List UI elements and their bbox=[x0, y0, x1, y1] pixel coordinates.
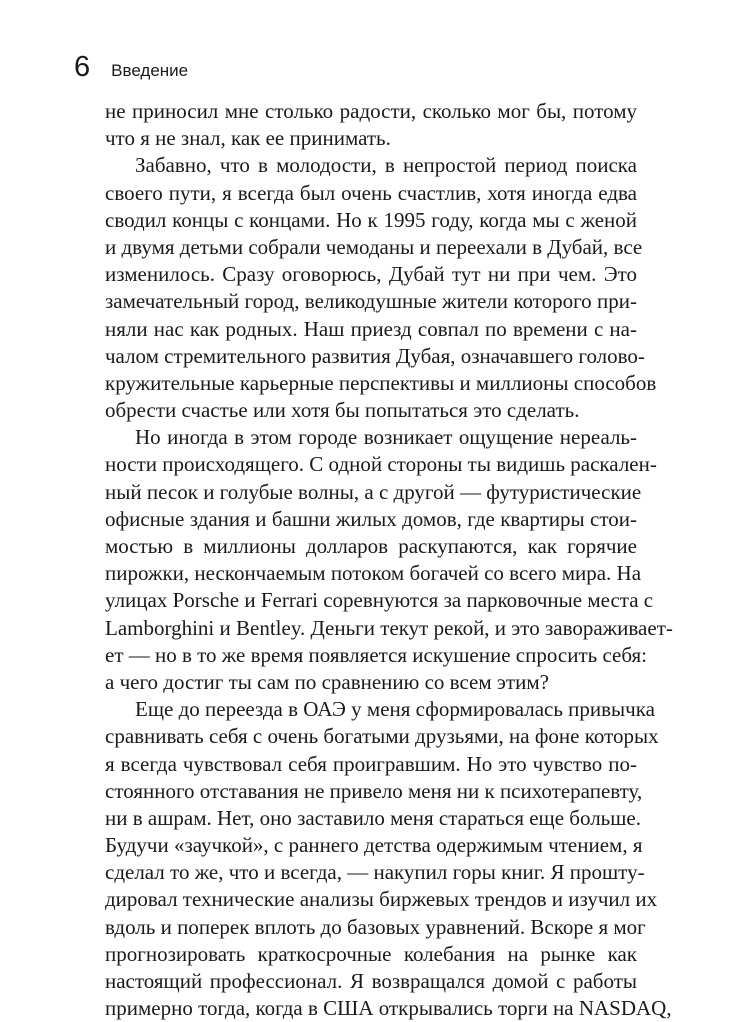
text-line: вдоль и поперек вплоть до базовых уравнений. Вскоре я мог bbox=[105, 914, 646, 939]
running-head bbox=[74, 50, 188, 84]
text-line: улицах Porsche и Ferrari соревнуются за парковочные места с bbox=[105, 588, 654, 613]
text-line: что я не знал, как ее принимать. bbox=[105, 126, 391, 151]
text-line: ности происходящего. С одной стороны ты видишь раскален- bbox=[105, 452, 657, 477]
paragraph bbox=[105, 424, 673, 696]
text-line: сводил концы с концами. Но к 1995 году, когда мы с женой bbox=[105, 207, 637, 232]
paragraph bbox=[105, 152, 657, 424]
text-line: няли нас как родных. Наш приезд совпал по времени с на- bbox=[105, 316, 637, 341]
text-line: офисные здания и башни жилых домов, где квартиры стои- bbox=[105, 506, 637, 531]
text-line: кружительные карьерные перспективы и миллионы способов bbox=[105, 370, 657, 395]
text-line: Будучи «заучкой», с раннего детства одержимым чтением, я bbox=[105, 833, 643, 858]
text-line: примерно тогда, когда в США открывались торги на NASDAQ, bbox=[105, 996, 672, 1021]
page-number: 6 bbox=[74, 51, 91, 83]
text-line: своего пути, я всегда был очень счастлив, хотя иногда едва bbox=[105, 180, 637, 205]
text-line: замечательный город, великодушные жители которого при- bbox=[105, 289, 637, 314]
text-line: прогнозировать краткосрочные колебания на рынке как bbox=[105, 941, 637, 966]
text-line: ет — но в то же время появляется искушение спросить себя: bbox=[105, 642, 648, 667]
text-line: изменилось. Сразу оговорюсь, Дубай тут ни при чем. Это bbox=[105, 262, 637, 287]
text-line: дировал технические анализы биржевых трендов и изучил их bbox=[105, 887, 658, 912]
text-line: обрести счастье или хотя бы попытаться это сделать. bbox=[105, 398, 580, 423]
text-line: сделал то же, что и всегда, — накупил горы книг. Я прошту- bbox=[105, 860, 645, 885]
text-line: мостью в миллионы долларов раскупаются, как горячие bbox=[105, 534, 637, 558]
text-line: Lamborghini и Bentley. Деньги текут рекой, и это завораживает- bbox=[105, 615, 673, 640]
text-line: ный песок и голубые волны, а с другой — футуристические bbox=[105, 479, 642, 504]
text-line: пирожки, нескончаемым потоком богачей со всего мира. На bbox=[105, 561, 642, 586]
text-line: стоянного отставания не привело меня ни к психотерапевту, bbox=[105, 778, 643, 803]
text-line: Еще до переезда в ОАЭ у меня сформировалась привычка bbox=[135, 697, 655, 722]
chapter-title: Введение bbox=[111, 61, 189, 80]
paragraph bbox=[105, 696, 672, 1022]
text-line: и двумя детьми собрали чемоданы и переехали в Дубай, все bbox=[105, 234, 643, 259]
text-line: а чего достиг ты сам по сравнению со всем этим? bbox=[105, 669, 549, 694]
text-line: ни в ашрам. Нет, оно заставило меня стараться еще больше. bbox=[105, 805, 642, 830]
text-line: чалом стремительного развития Дубая, означавшего голово- bbox=[105, 343, 645, 368]
text-line: Забавно, что в молодости, в непростой период поиска bbox=[135, 153, 637, 178]
text-line: я всегда чувствовал себя проигравшим. Но это чувство по- bbox=[105, 751, 637, 776]
text-line: настоящий профессионал. Я возвращался домой с работы bbox=[105, 969, 637, 993]
text-line: сравнивать себя с очень богатыми друзьями, на фоне которых bbox=[105, 724, 659, 749]
body-text bbox=[105, 98, 673, 1022]
text-line: Но иногда в этом городе возникает ощущение нереаль- bbox=[135, 425, 637, 450]
text-line: не приносил мне столько радости, сколько мог бы, потому bbox=[105, 99, 637, 123]
paragraph bbox=[105, 98, 637, 152]
